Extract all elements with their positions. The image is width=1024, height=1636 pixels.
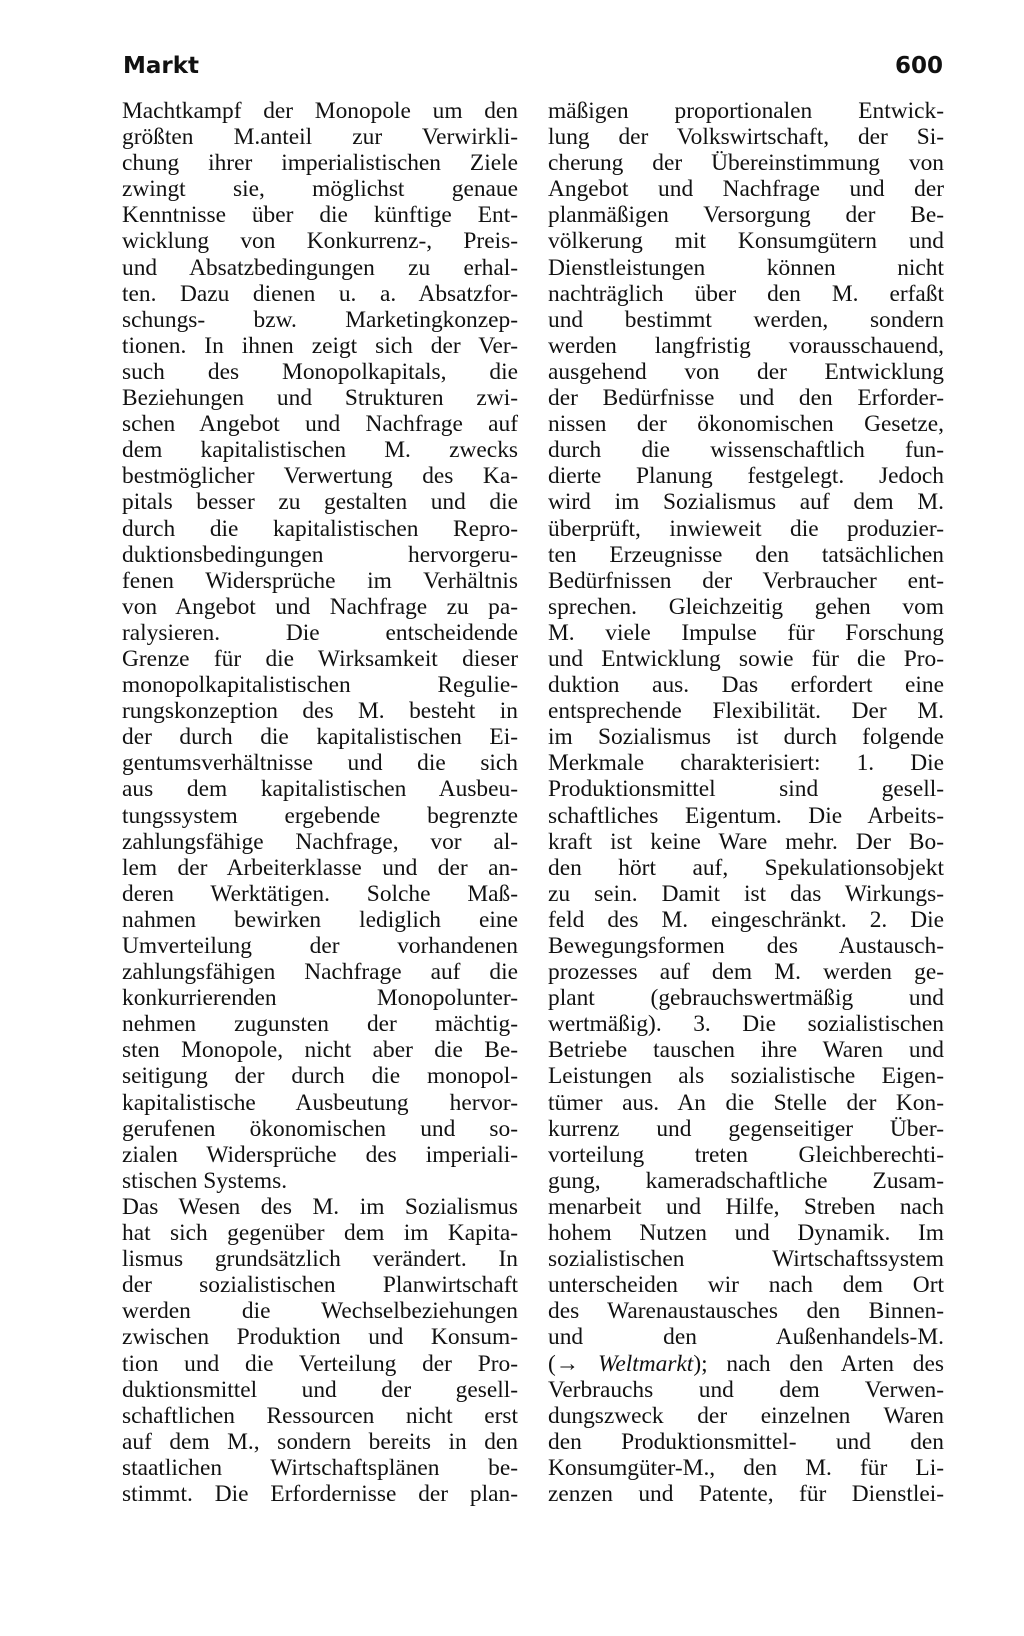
text-line: zialen Widersprüche des imperiali- [122,1141,518,1168]
running-keyword: Markt [123,53,200,79]
text-line: durch die wissenschaftlich fun- [548,437,944,464]
text-line: werden langfristig vorausschauend, [548,332,944,359]
text-line: sozialistischen Wirtschaftssystem [548,1246,944,1273]
text-line: ten Erzeugnisse den tatsächlichen [548,541,944,568]
text-line: völkerung mit Konsumgütern und [548,228,944,255]
text-line: tümer aus. An die Stelle der Kon- [548,1089,944,1116]
text-line: kraft ist keine Ware mehr. Der Bo- [548,828,944,855]
text-line: nehmen zugunsten der mächtig- [122,1011,518,1038]
text-line: tungssystem ergebende begrenzte [122,802,518,829]
text-line: duktionsmittel und der gesell- [122,1376,518,1403]
text-line: monopolkapitalistischen Regulie- [122,672,518,699]
text-line: pitals besser zu gestalten und die [122,489,518,516]
xref-prefix: (→ [548,1350,599,1377]
text-line: wird im Sozialismus auf dem M. [548,489,944,516]
text-line: den hört auf, Spekulationsobjekt [548,854,944,881]
text-line: Angebot und Nachfrage und der [548,176,944,203]
text-line: nissen der ökonomischen Gesetze, [548,411,944,438]
text-line: und bestimmt werden, sondern [548,306,944,333]
text-line: such des Monopolkapitals, die [122,358,518,385]
text-line: und Entwicklung sowie für die Pro- [548,645,944,672]
text-line: Merkmale charakterisiert: 1. Die [548,750,944,777]
text-line: staatlichen Wirtschaftsplänen be- [122,1454,518,1481]
text-line: gung, kameradschaftliche Zusam- [548,1167,944,1194]
text-line: konkurrierenden Monopolunter- [122,985,518,1012]
text-line: Dienstleistungen können nicht [548,254,944,281]
text-line: entsprechende Flexibilität. Der M. [548,698,944,725]
text-line: Grenze für die Wirksamkeit dieser [122,645,518,672]
text-line: Betriebe tauschen ihre Waren und [548,1037,944,1064]
text-line: lung der Volkswirtschaft, der Si- [548,124,944,151]
text-line: zwingt sie, möglichst genaue [122,176,518,203]
text-line [548,1351,944,1377]
text-line: prozesses auf dem M. werden ge- [548,959,944,986]
text-line: mäßigen proportionalen Entwick- [548,98,944,124]
text-line: ten. Dazu dienen u. a. Absatzfor- [122,280,518,307]
text-line: ralysieren. Die entscheidende [122,619,518,646]
text-line: dierte Planung festgelegt. Jedoch [548,463,944,490]
left-text-column [122,98,518,1507]
text-line: menarbeit und Hilfe, Streben nach [548,1193,944,1220]
text-line: sprechen. Gleichzeitig gehen vom [548,593,944,620]
text-line: dem kapitalistischen M. zwecks [122,437,518,464]
text-line: und den Außenhandels-M. [548,1324,944,1351]
text-line: M. viele Impulse für Forschung [548,619,944,646]
text-line: Machtkampf der Monopole um den [122,98,518,124]
text-line: Das Wesen des M. im Sozialismus [122,1193,518,1220]
text-line: feld des M. eingeschränkt. 2. Die [548,906,944,933]
text-line: größten M.anteil zur Verwirkli- [122,124,518,151]
text-line: Beziehungen und Strukturen zwi- [122,385,518,412]
text-line: bestmöglicher Verwertung des Ka- [122,463,518,490]
text-line: duktion aus. Das erfordert eine [548,672,944,699]
text-line: wertmäßig). 3. Die sozialistischen [548,1011,944,1038]
text-line: Konsumgüter-M., den M. für Li- [548,1454,944,1481]
text-line: auf dem M., sondern bereits in den [122,1428,518,1455]
text-line: durch die kapitalistischen Repro- [122,515,518,542]
text-line: Bedürfnissen der Verbraucher ent- [548,567,944,594]
text-line: werden die Wechselbeziehungen [122,1298,518,1325]
text-line: Leistungen als sozialistische Eigen- [548,1063,944,1090]
text-line: des Warenaustausches den Binnen- [548,1298,944,1325]
text-line: schen Angebot und Nachfrage auf [122,411,518,438]
text-line: der durch die kapitalistischen Ei- [122,724,518,751]
page-number: 600 [894,53,943,79]
text-line: duktionsbedingungen hervorgeru- [122,541,518,568]
text-line: Kenntnisse über die künftige Ent- [122,202,518,229]
text-line: lem der Arbeiterklasse und der an- [122,854,518,881]
text-line: gentumsverhältnisse und die sich [122,750,518,777]
text-line: unterscheiden wir nach dem Ort [548,1272,944,1299]
text-line: tionen. In ihnen zeigt sich der Ver- [122,332,518,359]
text-line: gerufenen ökonomischen und so- [122,1115,518,1142]
text-line: Verbrauchs und dem Verwen- [548,1376,944,1403]
text-line: überprüft, inwieweit die produzier- [548,515,944,542]
text-line: fenen Widersprüche im Verhältnis [122,567,518,594]
page-header [123,48,943,84]
text-line: hat sich gegenüber dem im Kapita- [122,1220,518,1247]
text-line: kurrenz und gegenseitiger Über- [548,1115,944,1142]
text-line: seitigung der durch die monopol- [122,1063,518,1090]
text-line: und Absatzbedingungen zu erhal- [122,254,518,281]
text-line: den Produktionsmittel- und den [548,1428,944,1455]
text-line: sten Monopole, nicht aber die Be- [122,1037,518,1064]
text-line: nahmen bewirken lediglich eine [122,906,518,933]
text-line: schungs- bzw. Marketingkonzep- [122,306,518,333]
text-line: deren Werktätigen. Solche Maß- [122,880,518,907]
text-line: stischen Systems. [122,1167,288,1194]
text-line: stimmt. Die Erfordernisse der plan- [122,1480,518,1507]
text-line: nachträglich über den M. erfaßt [548,280,944,307]
text-line: zenzen und Patente, für Dienstlei- [548,1480,944,1507]
text-line: aus dem kapitalistischen Ausbeu- [122,776,518,803]
right-text-column [548,98,944,1507]
text-line: Umverteilung der vorhandenen [122,933,518,959]
text-line: wicklung von Konkurrenz-, Preis- [122,228,518,255]
text-line: schaftliches Eigentum. Die Arbeits- [548,802,944,829]
text-line: der Bedürfnisse und den Erforder- [548,385,944,412]
text-line: hohem Nutzen und Dynamik. Im [548,1220,944,1247]
text-line: plant (gebrauchswertmäßig und [548,985,944,1012]
text-line: dungszweck der einzelnen Waren [548,1402,944,1429]
text-line: planmäßigen Versorgung der Be- [548,202,944,229]
text-line: kapitalistische Ausbeutung hervor- [122,1089,518,1116]
text-line: cherung der Übereinstimmung von [548,150,944,177]
text-line: vorteilung treten Gleichberechti- [548,1141,944,1168]
text-line: von Angebot und Nachfrage zu pa- [122,593,518,620]
xref-suffix: ); nach den Arten des [693,1350,944,1377]
text-line: zu sein. Damit ist das Wirkungs- [548,880,944,907]
text-line: zahlungsfähige Nachfrage, vor al- [122,828,518,855]
text-line: schaftlichen Ressourcen nicht erst [122,1402,518,1429]
text-line: tion und die Verteilung der Pro- [122,1350,518,1377]
text-line: ausgehend von der Entwicklung [548,358,944,385]
text-line: zwischen Produktion und Konsum- [122,1324,518,1351]
text-line: Bewegungsformen des Austausch- [548,933,944,959]
text-line: Produktionsmittel sind gesell- [548,776,944,803]
text-line: zahlungsfähigen Nachfrage auf die [122,959,518,986]
text-line: chung ihrer imperialistischen Ziele [122,150,518,177]
cross-reference-link[interactable]: Weltmarkt [598,1350,694,1377]
text-line: lismus grundsätzlich verändert. In [122,1246,518,1273]
text-line: rungskonzeption des M. besteht in [122,698,518,725]
text-line: der sozialistischen Planwirtschaft [122,1272,518,1299]
text-line: im Sozialismus ist durch folgende [548,724,944,751]
